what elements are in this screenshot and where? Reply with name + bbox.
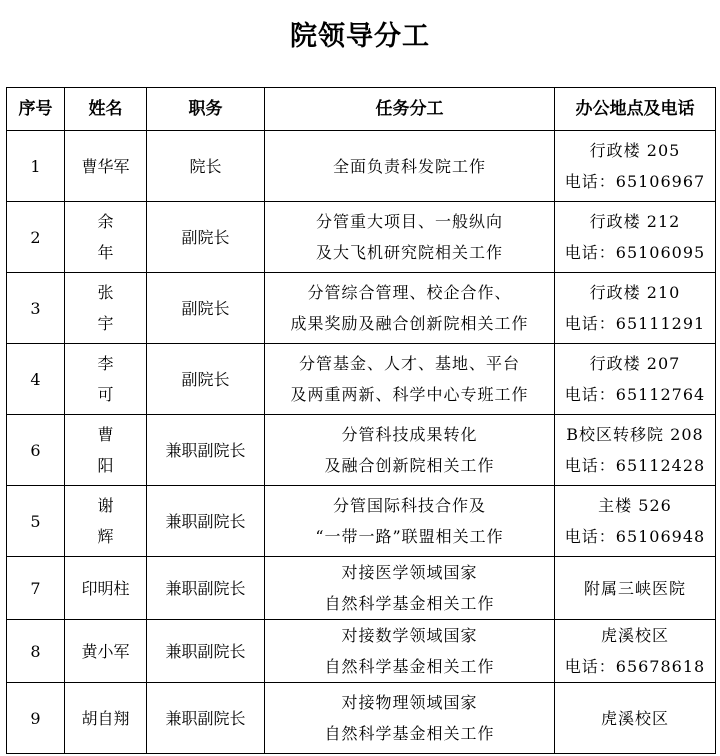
responsibilities-cell: [265, 131, 555, 202]
person-name: 余 年: [65, 202, 147, 273]
header-number: 序号: [7, 88, 65, 131]
office-phone: 电话：65111291: [564, 314, 706, 333]
person-position: 兼职副院长: [147, 683, 265, 754]
responsibility-line: “一带一路”联盟相关工作: [315, 527, 504, 546]
header-office-phone: 办公地点及电话: [555, 88, 716, 131]
row-number: 7: [7, 557, 65, 620]
row-number: 4: [7, 344, 65, 415]
person-position: 兼职副院长: [147, 620, 265, 683]
responsibilities-cell: [265, 415, 555, 486]
responsibility-line: 及融合创新院相关工作: [324, 456, 495, 475]
person-name: 谢 辉: [65, 486, 147, 557]
person-position: 兼职副院长: [147, 486, 265, 557]
office-location: 行政楼 210: [589, 283, 681, 302]
person-position: 副院长: [147, 273, 265, 344]
office-cell: [555, 557, 716, 620]
responsibility-line: 自然科学基金相关工作: [324, 594, 495, 613]
header-position: 职务: [147, 88, 265, 131]
table-row: [7, 683, 716, 754]
row-number: 3: [7, 273, 65, 344]
table-row: [7, 344, 716, 415]
header-responsibilities: 任务分工: [265, 88, 555, 131]
table-row: [7, 415, 716, 486]
responsibilities-cell: [265, 202, 555, 273]
person-name: 张 宇: [65, 273, 147, 344]
responsibility-line: 分管重大项目、一般纵向: [315, 212, 503, 231]
office-cell: [555, 202, 716, 273]
office-location: 虎溪校区: [600, 626, 669, 645]
responsibilities-cell: [265, 486, 555, 557]
table-header-row: [7, 88, 716, 131]
office-phone: 电话：65112428: [564, 456, 706, 475]
office-cell: [555, 415, 716, 486]
row-number: 2: [7, 202, 65, 273]
responsibilities-cell: [265, 683, 555, 754]
office-cell: [555, 620, 716, 683]
responsibilities-cell: [265, 557, 555, 620]
person-position: 副院长: [147, 344, 265, 415]
office-phone: 电话：65112764: [564, 385, 706, 404]
office-phone: 电话：65106967: [564, 172, 706, 191]
office-location: 主楼 526: [598, 496, 672, 515]
row-number: 8: [7, 620, 65, 683]
table-row: [7, 620, 716, 683]
responsibility-line: 分管科技成果转化: [341, 425, 478, 444]
office-location: 行政楼 212: [589, 212, 681, 231]
responsibility-line: 对接数学领域国家: [341, 626, 478, 645]
person-name: 印明柱: [65, 557, 147, 620]
responsibility-line: 全面负责科发院工作: [332, 156, 486, 176]
responsibility-line: 对接医学领域国家: [341, 563, 478, 582]
person-name: 李 可: [65, 344, 147, 415]
office-location: 虎溪校区: [600, 708, 669, 728]
person-name: 胡自翔: [65, 683, 147, 754]
table-row: [7, 486, 716, 557]
responsibility-line: 分管基金、人才、基地、平台: [298, 354, 520, 373]
office-phone: 电话：65678618: [564, 657, 706, 676]
office-cell: [555, 683, 716, 754]
office-location: 行政楼 207: [589, 354, 681, 373]
office-cell: [555, 131, 716, 202]
header-name: 姓名: [65, 88, 147, 131]
office-location: 附属三峡医院: [583, 578, 686, 598]
table-row: [7, 557, 716, 620]
office-phone: 电话：65106095: [564, 243, 706, 262]
responsibility-line: 成果奖励及融合创新院相关工作: [290, 314, 529, 333]
person-position: 兼职副院长: [147, 557, 265, 620]
office-cell: [555, 344, 716, 415]
office-location: B校区转移院 208: [566, 425, 704, 444]
row-number: 5: [7, 486, 65, 557]
office-cell: [555, 486, 716, 557]
leadership-table: [6, 87, 716, 754]
responsibility-line: 自然科学基金相关工作: [324, 657, 495, 676]
row-number: 6: [7, 415, 65, 486]
row-number: 1: [7, 131, 65, 202]
person-position: 兼职副院长: [147, 415, 265, 486]
table-row: [7, 273, 716, 344]
page-title: 院领导分工: [290, 21, 430, 52]
responsibility-line: 及大飞机研究院相关工作: [315, 243, 503, 262]
responsibility-line: 分管国际科技合作及: [332, 496, 486, 515]
table-row: [7, 131, 716, 202]
office-cell: [555, 273, 716, 344]
responsibility-line: 对接物理领域国家: [341, 693, 478, 712]
responsibilities-cell: [265, 620, 555, 683]
responsibility-line: 及两重两新、科学中心专班工作: [290, 385, 529, 404]
responsibilities-cell: [265, 273, 555, 344]
responsibilities-cell: [265, 344, 555, 415]
row-number: 9: [7, 683, 65, 754]
responsibility-line: 自然科学基金相关工作: [324, 724, 495, 743]
person-name: 曹华军: [65, 131, 147, 202]
office-location: 行政楼 205: [589, 141, 681, 160]
table-body: [7, 131, 716, 754]
office-phone: 电话：65106948: [564, 527, 706, 546]
person-position: 院长: [147, 131, 265, 202]
person-name: 曹 阳: [65, 415, 147, 486]
table-row: [7, 202, 716, 273]
person-position: 副院长: [147, 202, 265, 273]
person-name: 黄小军: [65, 620, 147, 683]
responsibility-line: 分管综合管理、校企合作、: [307, 283, 512, 302]
